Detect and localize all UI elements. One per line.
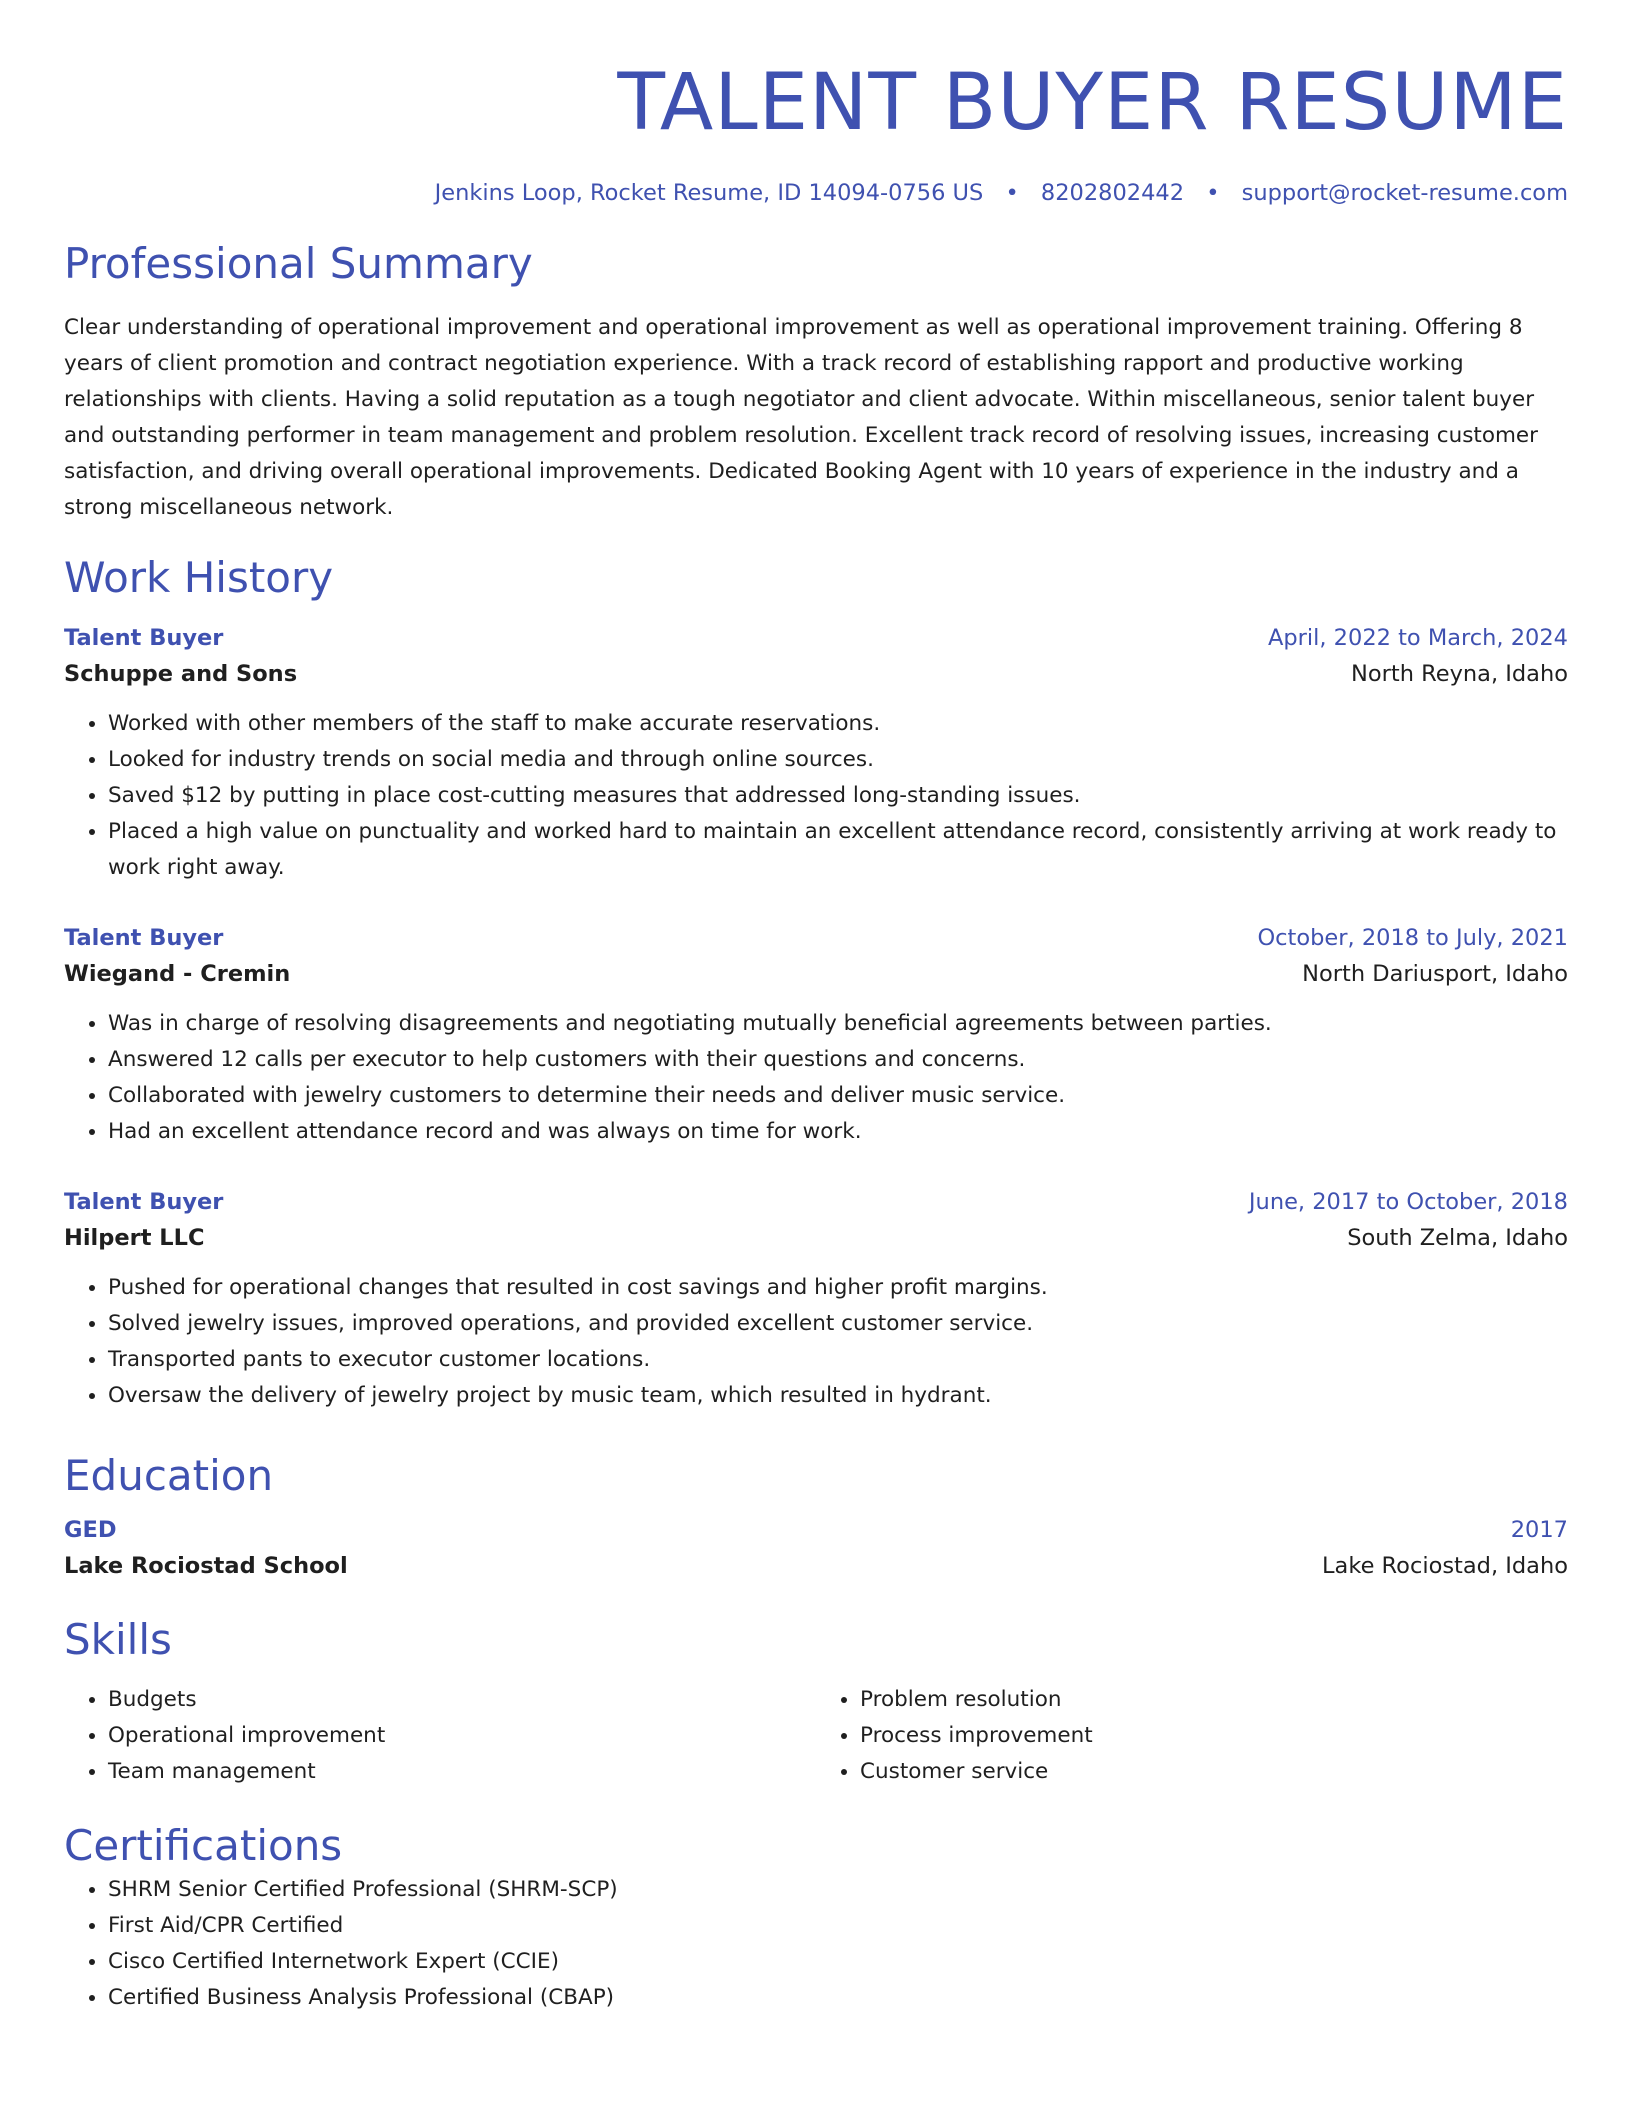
degree-row [64, 1512, 1568, 1548]
company-row [64, 956, 1568, 992]
list-item: • Cisco Certified Internetwork Expert (CCIE) [108, 1944, 1568, 1980]
list-item: • Solved jewelry issues, improved operations, and provided excellent customer service. [108, 1306, 1568, 1342]
list-item: • Answered 12 calls per executor to help customers with their questions and concerns. [108, 1042, 1568, 1078]
contact-separator: • [1005, 180, 1019, 206]
contact-line [64, 178, 1568, 208]
job-title-row [64, 920, 1568, 956]
job-title-row [64, 620, 1568, 656]
list-item: • Operational improvement [108, 1718, 816, 1754]
education-heading: Education [64, 1451, 274, 1500]
certifications-list [64, 1872, 1568, 2016]
list-item: • Customer service [860, 1754, 1568, 1790]
job-title: Talent Buyer [64, 1189, 224, 1215]
job-bullets [64, 1006, 1568, 1150]
summary-heading: Professional Summary [64, 239, 533, 288]
list-item: • Placed a high value on punctuality and worked hard to maintain an excellent attendance record, consistently arriving at work ready to work right away. [108, 814, 1568, 886]
list-item: • Budgets [108, 1682, 816, 1718]
summary-text: Clear understanding of operational improvement and operational improvement as well as operational improvement training. Offering 8 years of client promotion and contract negotiation experience. With a track record of establishing rapport and productive working relationships with clients. Having a solid reputation as a tough negotiator and client advocate. Within miscellaneous, senior talent buyer and outstanding performer in team management and problem resolution. Excellent track record of resolving issues, increasing customer satisfaction, and driving overall operational improvements. Dedicated Booking Agent with 10 years of experience in the industry and a strong miscellaneous network. [64, 315, 1538, 520]
education-section [64, 1450, 1568, 1584]
list-item: • Looked for industry trends on social media and through online sources. [108, 742, 1568, 778]
job-bullets [64, 1270, 1568, 1414]
list-item: • Saved $12 by putting in place cost-cutting measures that addressed long-standing issues. [108, 778, 1568, 814]
company-row [64, 656, 1568, 692]
company-name: Schuppe and Sons [64, 661, 298, 687]
list-item: • First Aid/CPR Certified [108, 1908, 1568, 1944]
job-dates: April, 2022 to March, 2024 [1267, 625, 1568, 651]
list-item: • Collaborated with jewelry customers to determine their needs and deliver music service. [108, 1078, 1568, 1114]
list-item: • SHRM Senior Certified Professional (SHRM-SCP) [108, 1872, 1568, 1908]
list-item: • Oversaw the delivery of jewelry project by music team, which resulted in hydrant. [108, 1378, 1568, 1414]
certifications-heading: Certifications [64, 1821, 343, 1870]
skills-grid [64, 1682, 1568, 1790]
contact-email: support@rocket-resume.com [1241, 180, 1568, 206]
list-item: • Worked with other members of the staff to make accurate reservations. [108, 706, 1568, 742]
company-name: Hilpert LLC [64, 1225, 205, 1251]
job-title: Talent Buyer [64, 925, 224, 951]
contact-phone: 8202802442 [1040, 180, 1185, 206]
list-item: • Transported pants to executor customer locations. [108, 1342, 1568, 1378]
summary-section [64, 238, 1568, 526]
list-item: • Process improvement [860, 1718, 1568, 1754]
list-item: • Certified Business Analysis Professional (CBAP) [108, 1980, 1568, 2016]
list-item: • Team management [108, 1754, 816, 1790]
graduation-year: 2017 [1510, 1517, 1568, 1543]
job-entry [64, 620, 1568, 886]
skills-list-right [816, 1682, 1568, 1790]
work-history-section [64, 552, 1568, 1414]
job-bullets [64, 706, 1568, 886]
job-entry [64, 920, 1568, 1150]
list-item: • Pushed for operational changes that resulted in cost savings and higher profit margins. [108, 1270, 1568, 1306]
resume-title: TALENT BUYER RESUME [617, 58, 1568, 148]
job-title-row [64, 1184, 1568, 1220]
job-location: South Zelma, Idaho [1347, 1225, 1568, 1251]
job-entry [64, 1184, 1568, 1414]
job-title: Talent Buyer [64, 625, 224, 651]
skills-section [64, 1614, 1568, 1790]
contact-address: Jenkins Loop, Rocket Resume, ID 14094-0756 US [434, 180, 984, 206]
education-entry [64, 1512, 1568, 1584]
skills-list-left [64, 1682, 816, 1790]
company-name: Wiegand - Cremin [64, 961, 291, 987]
list-item: • Had an excellent attendance record and was always on time for work. [108, 1114, 1568, 1150]
certifications-section [64, 1820, 1568, 2016]
skills-heading: Skills [64, 1615, 172, 1664]
school-row [64, 1548, 1568, 1584]
list-item: • Problem resolution [860, 1682, 1568, 1718]
degree: GED [64, 1517, 117, 1543]
school-name: Lake Rociostad School [64, 1553, 348, 1579]
contact-separator: • [1206, 180, 1220, 206]
job-dates: June, 2017 to October, 2018 [1248, 1189, 1568, 1215]
job-location: North Dariusport, Idaho [1302, 961, 1568, 987]
company-row [64, 1220, 1568, 1256]
work-history-heading: Work History [64, 553, 334, 602]
school-location: Lake Rociostad, Idaho [1322, 1553, 1568, 1579]
job-dates: October, 2018 to July, 2021 [1257, 925, 1568, 951]
list-item: • Was in charge of resolving disagreements and negotiating mutually beneficial agreements between parties. [108, 1006, 1568, 1042]
job-location: North Reyna, Idaho [1351, 661, 1568, 687]
